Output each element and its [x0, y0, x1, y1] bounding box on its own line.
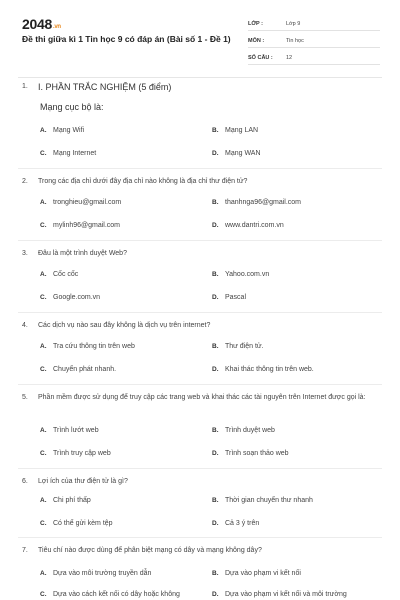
question-divider — [18, 168, 382, 169]
option-d[interactable]: D. Pascal — [212, 294, 247, 301]
option-c[interactable]: C. mylinh96@gmail.com — [40, 222, 121, 229]
meta-row-subject — [248, 31, 380, 48]
option-b[interactable]: B. Dựa vào phạm vi kết nối — [212, 570, 301, 577]
question-number: 6. — [22, 478, 28, 485]
option-d[interactable]: D. Cả 3 ý trên — [212, 520, 260, 527]
meta-key-count: SỐ CÂU : — [248, 55, 273, 61]
question-text: Mạng cục bộ là: — [40, 102, 104, 112]
question-number: 3. — [22, 250, 28, 257]
section-heading: I. PHẦN TRẮC NGHIỆM (5 điểm) — [38, 82, 172, 92]
logo-suffix: .vn — [52, 24, 61, 30]
question-divider — [18, 468, 382, 469]
option-b[interactable]: B. Thời gian chuyển thư nhanh — [212, 497, 313, 504]
exam-header — [0, 0, 400, 78]
logo-main: 2048 — [22, 16, 52, 32]
option-c[interactable]: C. Mạng Internet — [40, 150, 97, 157]
header-divider — [18, 77, 382, 78]
question-number: 5. — [22, 394, 28, 401]
option-b[interactable]: B. Trình duyệt web — [212, 427, 275, 434]
option-a[interactable]: A. Trình lướt web — [40, 427, 99, 434]
option-d[interactable]: D. Mạng WAN — [212, 150, 261, 157]
option-c[interactable]: C. Dựa vào cách kết nối có dây hoặc không — [40, 591, 180, 598]
question-number: 4. — [22, 322, 28, 329]
option-a[interactable]: A. Tra cứu thông tin trên web — [40, 343, 135, 350]
option-c[interactable]: C. Trình truy cập web — [40, 450, 111, 457]
meta-value-subject: Tin học — [286, 38, 304, 44]
question-text: Phần mềm được sử dụng để truy cập các trang web và khai thác các tài nguyên trên Internet được gọi là: — [38, 394, 366, 401]
question-text: Tiêu chí nào được dùng để phân biệt mạng có dây và mạng không dây? — [38, 547, 262, 554]
option-a[interactable]: A. Dựa vào môi trường truyền dẫn — [40, 570, 152, 577]
question-divider — [18, 240, 382, 241]
option-d[interactable]: D. www.dantri.com.vn — [212, 222, 284, 229]
exam-title: Đề thi giữa kì 1 Tin học 9 có đáp án (Bài số 1 - Đề 1) — [22, 34, 231, 44]
option-d[interactable]: D. Dựa vào phạm vi kết nối và môi trường — [212, 591, 347, 598]
option-b[interactable]: B. Thư điện tử. — [212, 343, 264, 350]
option-d[interactable]: D. Trình soạn thảo web — [212, 450, 289, 457]
option-c[interactable]: C. Google.com.vn — [40, 294, 101, 301]
option-b[interactable]: B. Yahoo.com.vn — [212, 271, 270, 278]
meta-value-class: Lớp 9 — [286, 21, 301, 27]
meta-row-count — [248, 48, 380, 65]
question-divider — [18, 384, 382, 385]
option-a[interactable]: A. Chi phí thấp — [40, 497, 91, 504]
question-text: Trong các địa chỉ dưới đây địa chỉ nào không là địa chỉ thư điện tử? — [38, 178, 248, 185]
question-divider — [18, 537, 382, 538]
question-number: 1. — [22, 83, 28, 90]
option-c[interactable]: C. Có thể gửi kèm tệp — [40, 520, 113, 527]
option-a[interactable]: A. Mạng Wifi — [40, 127, 85, 134]
option-b[interactable]: B. thanhnga96@gmail.com — [212, 199, 301, 206]
question-number: 2. — [22, 178, 28, 185]
question-divider — [18, 312, 382, 313]
question-number: 7. — [22, 547, 28, 554]
exam-meta — [248, 14, 380, 65]
option-c[interactable]: C. Chuyển phát nhanh. — [40, 366, 117, 373]
question-text: Đâu là một trình duyệt Web? — [38, 250, 127, 257]
option-a[interactable]: A. tronghieu@gmail.com — [40, 199, 122, 206]
option-b[interactable]: B. Mạng LAN — [212, 127, 259, 134]
meta-key-subject: MÔN : — [248, 38, 265, 44]
meta-row-class — [248, 14, 380, 31]
site-logo[interactable] — [22, 16, 61, 32]
meta-key-class: LỚP : — [248, 21, 263, 27]
option-a[interactable]: A. Cốc cốc — [40, 271, 79, 278]
option-d[interactable]: D. Khai thác thông tin trên web. — [212, 366, 314, 373]
question-text: Lợi ích của thư điện tử là gì? — [38, 478, 128, 485]
meta-value-count: 12 — [286, 55, 293, 61]
question-text: Các dịch vụ nào sau đây không là dịch vụ trên internet? — [38, 322, 211, 329]
